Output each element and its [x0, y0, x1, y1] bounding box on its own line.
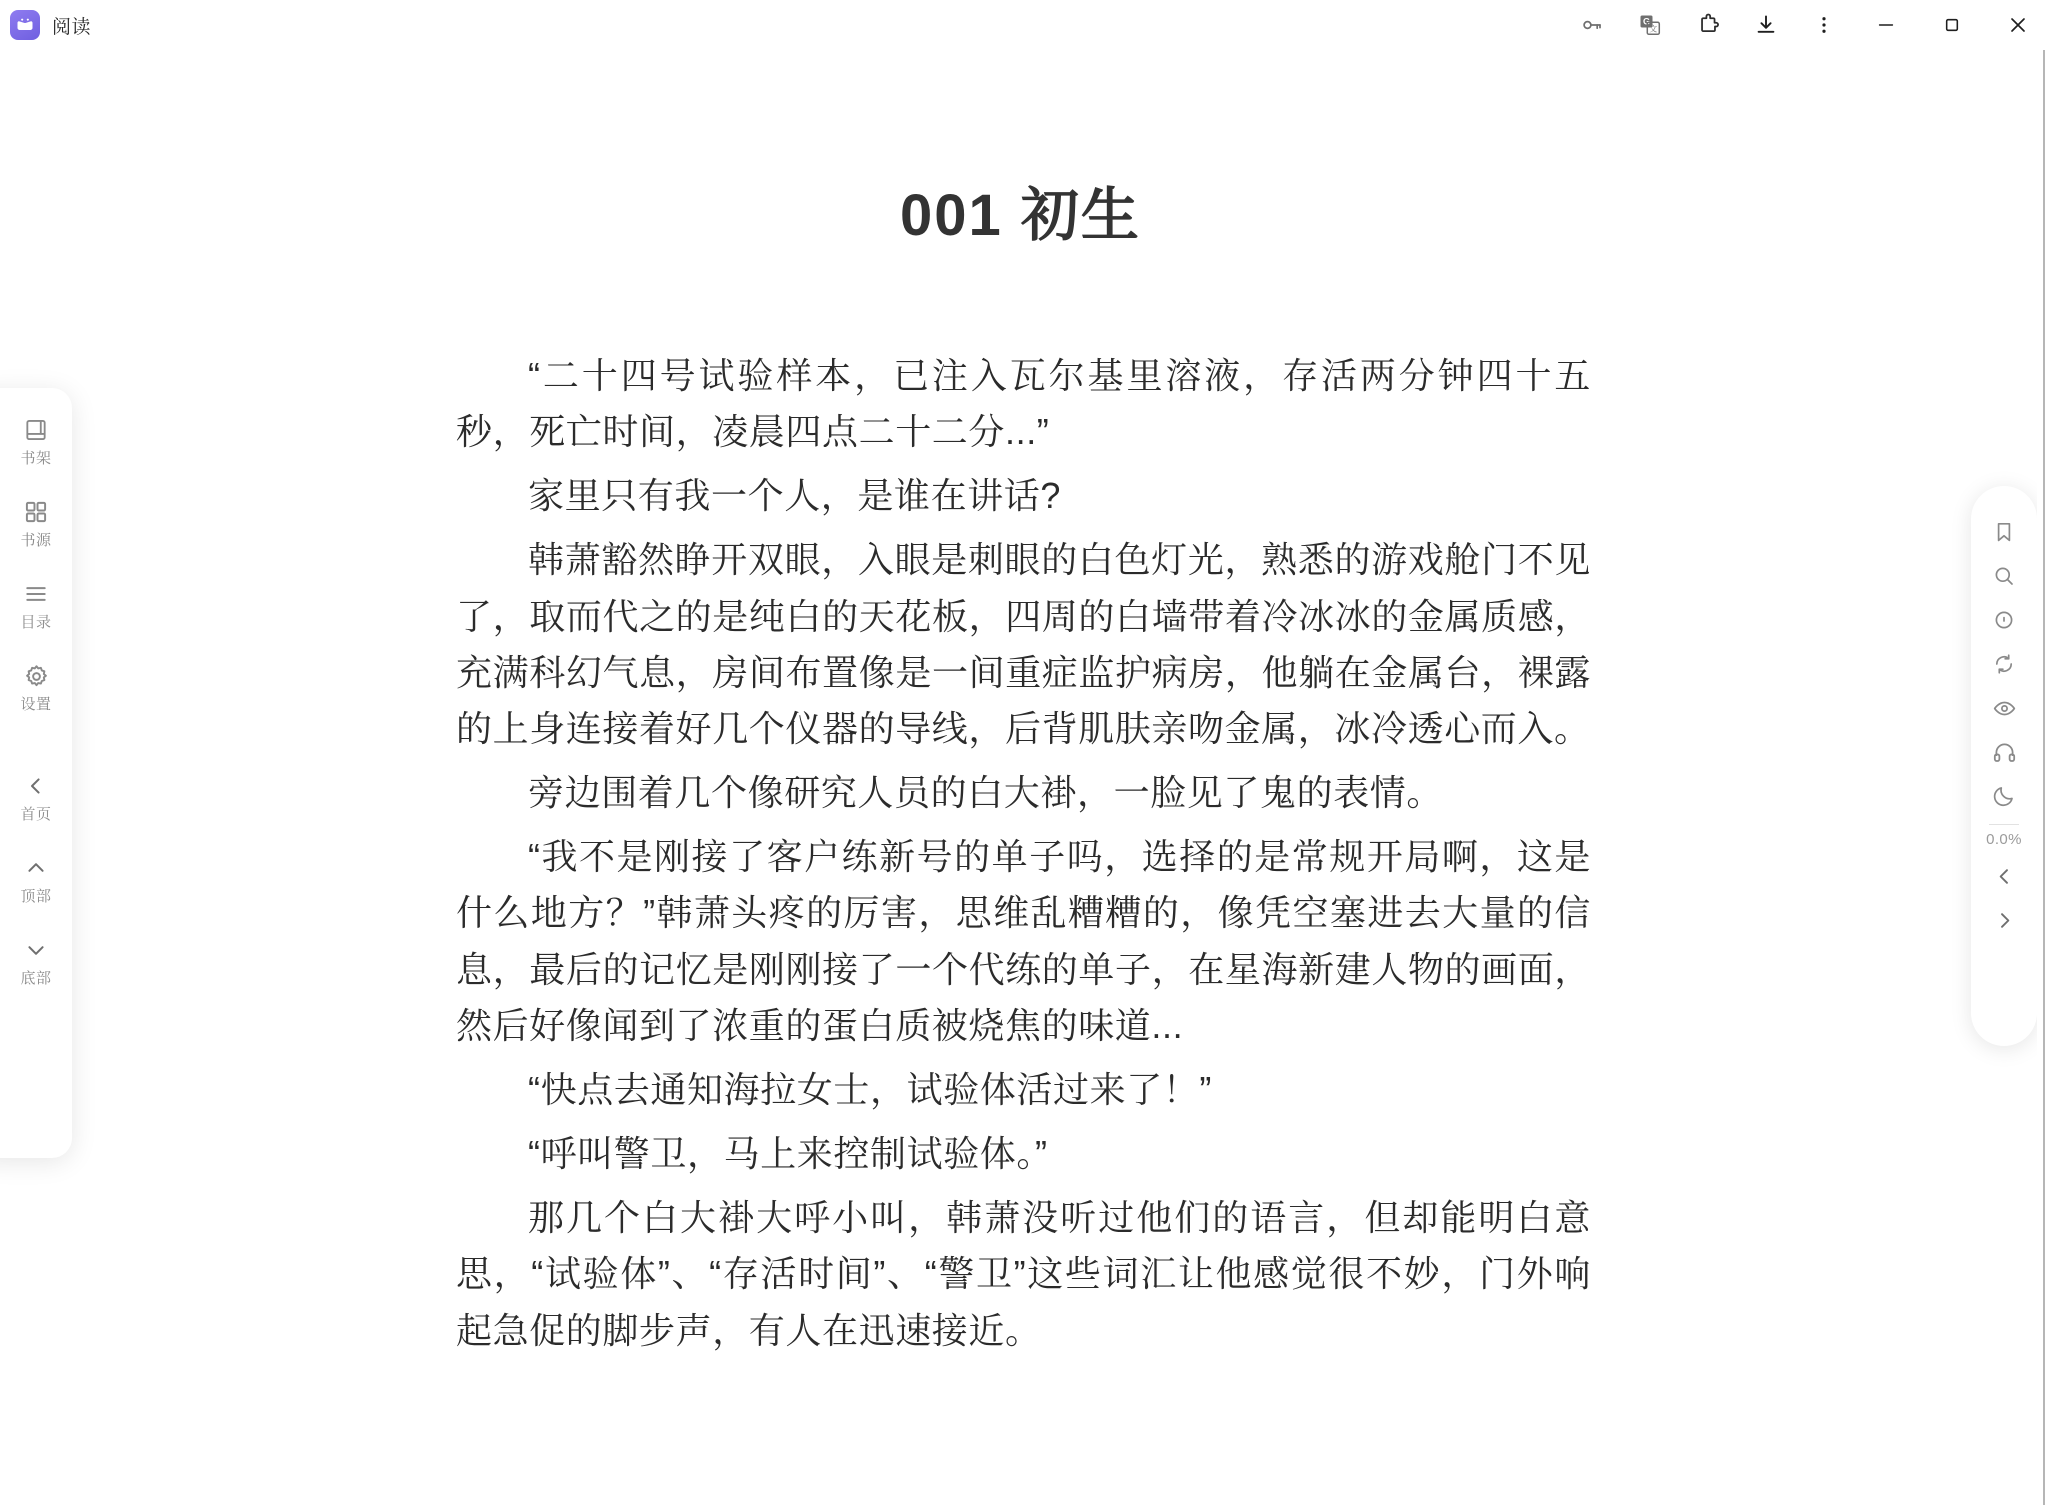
grid-icon [23, 498, 49, 526]
gear-icon [23, 662, 50, 690]
chapter-body [456, 348, 1591, 1359]
prev-chapter-button[interactable] [1979, 854, 2029, 898]
sidebar-item-label: 目录 [20, 614, 52, 631]
title-bar-actions [1563, 0, 2051, 50]
sidebar-item-label: 设置 [20, 696, 52, 713]
left-sidebar-main-group [0, 416, 72, 712]
app-logo-icon [10, 10, 40, 40]
paragraph: 韩萧豁然睁开双眼，入眼是刺眼的白色灯光，熟悉的游戏舱门不见了，取而代之的是纯白的天花板，四周的白墙带着冷冰冰的金属质感，充满科幻气息，房间布置像是一间重症监护病房，他躺在金属台，裸露的上身连接着好几个仪器的导线，后背肌肤亲吻金属，冰冷透心而入。 [456, 539, 1591, 749]
chapter-title: 001 初生 [900, 183, 1141, 248]
sidebar-item-label: 书源 [20, 532, 52, 549]
reading-progress: 0.0% [1986, 831, 2022, 848]
title-bar [0, 0, 2051, 50]
eye-icon[interactable] [1979, 686, 2029, 730]
sidebar-item-catalog[interactable] [0, 580, 72, 630]
sidebar-item-label: 书架 [20, 450, 52, 467]
translate-icon[interactable] [1621, 0, 1679, 50]
reading-area [0, 50, 2041, 1505]
sidebar-item-bookshelf[interactable] [0, 416, 72, 466]
paragraph: 旁边围着几个像研究人员的白大褂，一脸见了鬼的表情。 [528, 772, 1444, 814]
scrollbar-line [2043, 50, 2045, 1505]
sidebar-item-booksource[interactable] [0, 498, 72, 548]
bookmark-icon[interactable] [1979, 510, 2029, 554]
sidebar-item-top[interactable] [0, 854, 72, 904]
paragraph: “我不是刚接了客户练新号的单子吗，选择的是常规开局啊，这是什么地方？”韩萧头疼的厉害，思维乱糟糟的，像凭空塞进去大量的信息，最后的记忆是刚刚接了一个代练的单子，在星海新建人物的画面，然后好像闻到了浓重的蛋白质被烧焦的味道... [456, 836, 1591, 1046]
next-chapter-button[interactable] [1979, 898, 2029, 942]
search-icon[interactable] [1979, 554, 2029, 598]
paragraph: “呼叫警卫，马上来控制试验体。” [528, 1133, 1048, 1175]
title-bar-brand [0, 10, 91, 40]
maximize-button[interactable] [1919, 0, 1985, 50]
download-icon[interactable] [1737, 0, 1795, 50]
more-menu-icon[interactable] [1795, 0, 1853, 50]
paragraph: “快点去通知海拉女士，试验体活过来了！” [528, 1068, 1212, 1110]
sidebar-item-bottom[interactable] [0, 936, 72, 986]
sidebar-item-label: 底部 [20, 970, 52, 987]
left-sidebar [0, 388, 72, 1158]
page-scrollbar[interactable] [2037, 50, 2051, 1505]
chevron-left-icon [24, 772, 48, 800]
sidebar-item-home[interactable] [0, 772, 72, 822]
password-key-icon[interactable] [1563, 0, 1621, 50]
timer-icon[interactable] [1979, 598, 2029, 642]
left-sidebar-nav-group [0, 772, 72, 986]
moon-icon[interactable] [1979, 774, 2029, 818]
extensions-puzzle-icon[interactable] [1679, 0, 1737, 50]
list-icon [23, 580, 49, 608]
book-icon [23, 416, 49, 444]
right-toolbar [1971, 486, 2037, 1046]
sidebar-item-settings[interactable] [0, 662, 72, 712]
sidebar-item-label: 首页 [20, 806, 52, 823]
svg-text:文: 文 [1649, 24, 1658, 34]
paragraph: 家里只有我一个人，是谁在讲话? [528, 475, 1062, 517]
toolbar-divider [1989, 824, 2019, 825]
sidebar-item-label: 顶部 [20, 888, 52, 905]
app-title: 阅读 [52, 16, 92, 38]
headphones-icon[interactable] [1979, 730, 2029, 774]
paragraph: 那几个白大褂大呼小叫，韩萧没听过他们的语言，但却能明白意思，“试验体”、“存活时间”、“警卫”这些词汇让他感觉很不妙，门外响起急促的脚步声，有人在迅速接近。 [456, 1197, 1591, 1351]
refresh-icon[interactable] [1979, 642, 2029, 686]
svg-text:G: G [1642, 16, 1651, 27]
close-button[interactable] [1985, 0, 2051, 50]
minimize-button[interactable] [1853, 0, 1919, 50]
paragraph: “二十四号试验样本，已注入瓦尔基里溶液，存活两分钟四十五秒，死亡时间，凌晨四点二十二分...” [456, 355, 1591, 453]
chevron-up-icon [24, 854, 48, 882]
chevron-down-icon [24, 936, 48, 964]
